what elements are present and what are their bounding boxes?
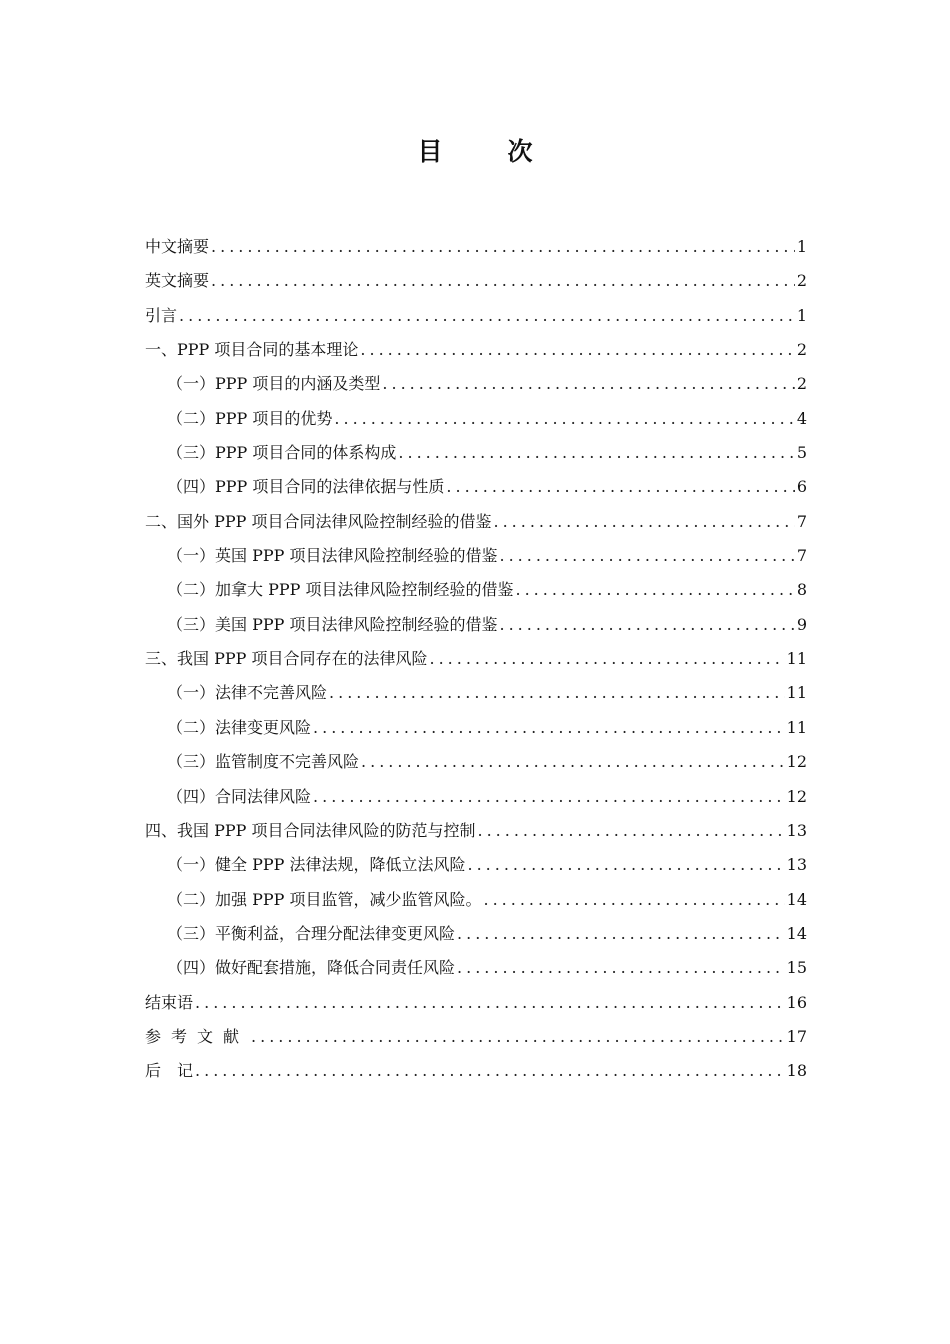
toc-entry-page-number: 17: [786, 1026, 807, 1046]
toc-entry-label: （二）加强 PPP 项目监管，减少监管风险。: [167, 889, 482, 909]
toc-entry-label: （三）美国 PPP 项目法律风险控制经验的借鉴: [167, 614, 498, 634]
toc-entry-label: 一、PPP 项目合同的基本理论: [145, 340, 359, 360]
toc-entry-page-number: 15: [786, 958, 807, 978]
toc-entry[interactable]: [145, 986, 807, 1020]
toc-dot-leader: [313, 780, 785, 814]
toc-entry[interactable]: [145, 883, 807, 917]
toc-entry-page-number: 11: [786, 649, 807, 669]
toc-entry-label: 二、国外 PPP 项目合同法律风险控制经验的借鉴: [145, 511, 492, 531]
toc-entry-page-number: 7: [796, 511, 807, 531]
toc-entry-page-number: 5: [796, 443, 807, 463]
toc-entry-label: （四）做好配套措施，降低合同责任风险: [167, 958, 456, 978]
toc-entry[interactable]: [145, 642, 807, 676]
toc-entry[interactable]: [145, 230, 807, 264]
toc-entry[interactable]: [145, 608, 807, 642]
toc-title: 目 次: [417, 137, 553, 166]
toc-entry-label: （二）加拿大 PPP 项目法律风险控制经验的借鉴: [167, 580, 514, 600]
toc-dot-leader: [477, 814, 784, 848]
toc-entry[interactable]: [145, 367, 807, 401]
toc-entry-label: （二）法律变更风险: [167, 717, 312, 737]
toc-entry[interactable]: [145, 814, 807, 848]
toc-dot-leader: [195, 1054, 785, 1088]
toc-entry-label: 参考文献: [145, 1026, 250, 1046]
toc-entry-page-number: 2: [796, 271, 807, 291]
toc-entry[interactable]: [145, 745, 807, 779]
toc-entry[interactable]: [145, 539, 807, 573]
toc-entry[interactable]: [145, 1020, 807, 1054]
toc-entry-page-number: 7: [796, 546, 807, 566]
toc-entry-label: （四）合同法律风险: [167, 786, 312, 806]
toc-entry-page-number: 12: [786, 752, 807, 772]
toc-dot-leader: [211, 264, 795, 298]
toc-dot-leader: [360, 333, 794, 367]
toc-entry-label: （一）法律不完善风险: [167, 683, 328, 703]
toc-dot-leader: [329, 676, 785, 710]
toc-dot-leader: [483, 883, 784, 917]
toc-entry[interactable]: [145, 333, 807, 367]
toc-entry[interactable]: [145, 780, 807, 814]
toc-entry-page-number: 18: [786, 1061, 807, 1081]
toc-dot-leader: [515, 573, 794, 607]
toc-entry-page-number: 11: [786, 717, 807, 737]
toc-dot-leader: [446, 470, 794, 504]
toc-entry-label: （三）PPP 项目合同的体系构成: [167, 443, 397, 463]
toc-entry-page-number: 9: [796, 614, 807, 634]
toc-dot-leader: [211, 230, 795, 264]
toc-dot-leader: [493, 505, 794, 539]
toc-entry-label: 引言: [145, 305, 178, 325]
toc-entry-page-number: 16: [786, 992, 807, 1012]
toc-list: [145, 230, 807, 1089]
toc-entry-page-number: 12: [786, 786, 807, 806]
toc-entry-label: （一）健全 PPP 法律法规，降低立法风险: [167, 855, 466, 875]
toc-dot-leader: [457, 917, 785, 951]
toc-entry[interactable]: [145, 917, 807, 951]
toc-dot-leader: [382, 367, 794, 401]
toc-entry-label: （四）PPP 项目合同的法律依据与性质: [167, 477, 445, 497]
toc-dot-leader: [398, 436, 794, 470]
toc-dot-leader: [195, 986, 785, 1020]
toc-entry-page-number: 2: [796, 340, 807, 360]
toc-entry[interactable]: [145, 470, 807, 504]
toc-entry-page-number: 2: [796, 374, 807, 394]
toc-entry-label: （二）PPP 项目的优势: [167, 408, 333, 428]
toc-entry-page-number: 4: [796, 408, 807, 428]
toc-entry[interactable]: [145, 573, 807, 607]
toc-entry-label: （一）英国 PPP 项目法律风险控制经验的借鉴: [167, 546, 498, 566]
toc-entry[interactable]: [145, 299, 807, 333]
toc-entry-page-number: 11: [786, 683, 807, 703]
toc-entry-label: （一）PPP 项目的内涵及类型: [167, 374, 381, 394]
toc-dot-leader: [334, 402, 794, 436]
toc-dot-leader: [499, 608, 794, 642]
toc-entry[interactable]: [145, 951, 807, 985]
toc-dot-leader: [251, 1020, 785, 1054]
toc-entry-page-number: 8: [796, 580, 807, 600]
toc-dot-leader: [499, 539, 794, 573]
toc-entry-label: 后 记: [145, 1061, 194, 1081]
toc-dot-leader: [429, 642, 784, 676]
toc-entry-page-number: 1: [796, 237, 807, 256]
toc-dot-leader: [313, 711, 785, 745]
toc-entry-page-number: 14: [786, 889, 807, 909]
toc-dot-leader: [457, 951, 785, 985]
toc-entry-label: 中文摘要: [145, 237, 210, 256]
toc-entry-label: 英文摘要: [145, 271, 210, 291]
toc-entry[interactable]: [145, 848, 807, 882]
toc-entry-label: 结束语: [145, 992, 194, 1012]
toc-entry-page-number: 6: [796, 477, 807, 497]
toc-entry[interactable]: [145, 264, 807, 298]
toc-entry-label: 三、我国 PPP 项目合同存在的法律风险: [145, 649, 428, 669]
toc-entry-page-number: 1: [796, 305, 807, 325]
toc-entry[interactable]: [145, 402, 807, 436]
toc-entry-label: 四、我国 PPP 项目合同法律风险的防范与控制: [145, 820, 476, 840]
toc-entry-page-number: 14: [786, 923, 807, 943]
toc-entry[interactable]: [145, 436, 807, 470]
toc-dot-leader: [467, 848, 784, 882]
toc-entry-page-number: 13: [786, 855, 807, 875]
toc-entry-label: （三）平衡利益，合理分配法律变更风险: [167, 923, 456, 943]
toc-entry[interactable]: [145, 711, 807, 745]
toc-entry[interactable]: [145, 676, 807, 710]
toc-entry[interactable]: [145, 1054, 807, 1088]
toc-entry-label: （三）监管制度不完善风险: [167, 752, 360, 772]
toc-dot-leader: [179, 299, 795, 333]
toc-entry[interactable]: [145, 505, 807, 539]
toc-entry-page-number: 13: [786, 820, 807, 840]
toc-dot-leader: [361, 745, 785, 779]
